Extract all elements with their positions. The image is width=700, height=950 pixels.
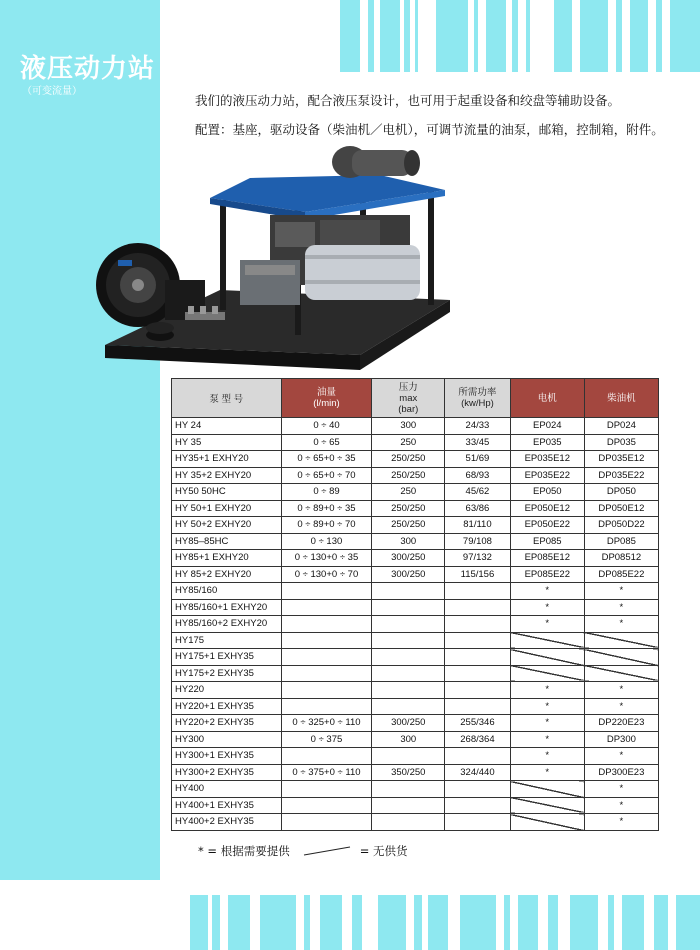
- table-cell-flow: 0 ÷ 130+0 ÷ 35: [281, 550, 372, 567]
- table-cell-motor-not-available: [510, 665, 584, 682]
- table-cell-flow: 0 ÷ 65+0 ÷ 35: [281, 451, 372, 468]
- table-cell-pressure: [372, 682, 445, 699]
- table-cell-motor-not-available: [510, 632, 584, 649]
- table-row: [172, 649, 659, 666]
- table-cell-model: HY50 50HC: [172, 484, 282, 501]
- table-cell-model: HY85–85HC: [172, 533, 282, 550]
- table-cell-diesel-not-available: [584, 649, 658, 666]
- table-cell-motor: EP050E22: [510, 517, 584, 534]
- table-cell-pressure: 250: [372, 484, 445, 501]
- table-cell-flow: [281, 748, 372, 765]
- table-cell-power: [445, 682, 511, 699]
- table-row: [172, 599, 659, 616]
- product-photo: [90, 140, 460, 375]
- table-cell-pressure: 250/250: [372, 500, 445, 517]
- table-cell-diesel: DP050D22: [584, 517, 658, 534]
- table-cell-diesel: DP035: [584, 434, 658, 451]
- table-cell-pressure: [372, 748, 445, 765]
- table-cell-flow: [281, 781, 372, 798]
- table-cell-power: [445, 748, 511, 765]
- table-cell-flow: 0 ÷ 89: [281, 484, 372, 501]
- table-cell-diesel: *: [584, 616, 658, 633]
- table-row: [172, 715, 659, 732]
- table-cell-model: HY85/160+2 EXHY20: [172, 616, 282, 633]
- table-cell-power: 268/364: [445, 731, 511, 748]
- left-band-bottom-gap: [0, 880, 160, 950]
- col-header-pressure: 压力 max (bar): [372, 379, 445, 418]
- col-header-diesel: 柴油机: [584, 379, 658, 418]
- table-cell-power: [445, 649, 511, 666]
- table-cell-flow: [281, 649, 372, 666]
- table-cell-model: HY400: [172, 781, 282, 798]
- table-cell-model: HY 85+2 EXHY20: [172, 566, 282, 583]
- table-cell-model: HY300+1 EXHY35: [172, 748, 282, 765]
- table-cell-motor: EP050E12: [510, 500, 584, 517]
- table-cell-diesel-not-available: [584, 632, 658, 649]
- table-cell-motor: *: [510, 599, 584, 616]
- table-cell-power: 324/440: [445, 764, 511, 781]
- table-cell-motor: *: [510, 715, 584, 732]
- table-cell-motor: *: [510, 583, 584, 600]
- table-cell-power: 68/93: [445, 467, 511, 484]
- table-row: [172, 748, 659, 765]
- table-cell-motor-not-available: [510, 797, 584, 814]
- table-cell-pressure: 250: [372, 434, 445, 451]
- table-cell-diesel: *: [584, 748, 658, 765]
- col-header-motor: 电机: [510, 379, 584, 418]
- table-cell-model: HY 50+2 EXHY20: [172, 517, 282, 534]
- table-cell-diesel: *: [584, 797, 658, 814]
- table-cell-pressure: 350/250: [372, 764, 445, 781]
- table-cell-motor: *: [510, 764, 584, 781]
- table-cell-motor: EP035: [510, 434, 584, 451]
- table-cell-power: 97/132: [445, 550, 511, 567]
- table-cell-diesel: DP035E12: [584, 451, 658, 468]
- table-row: [172, 616, 659, 633]
- top-stripes: [340, 0, 700, 72]
- table-cell-diesel: DP035E22: [584, 467, 658, 484]
- table-row: [172, 484, 659, 501]
- table-cell-motor: EP024: [510, 418, 584, 435]
- table-cell-power: [445, 698, 511, 715]
- table-cell-model: HY85/160+1 EXHY20: [172, 599, 282, 616]
- col-header-model: 泵 型 号: [172, 379, 282, 418]
- intro-line-1: 我们的液压动力站，配合液压泵设计，也可用于起重设备和绞盘等辅助设备。: [195, 93, 621, 108]
- table-cell-model: HY175+1 EXHY35: [172, 649, 282, 666]
- table-cell-flow: 0 ÷ 130: [281, 533, 372, 550]
- intro-text: [195, 86, 664, 144]
- table-cell-motor: EP085E12: [510, 550, 584, 567]
- table-cell-diesel: DP085E22: [584, 566, 658, 583]
- table-cell-power: [445, 665, 511, 682]
- table-cell-power: [445, 599, 511, 616]
- table-cell-pressure: [372, 649, 445, 666]
- table-cell-motor-not-available: [510, 781, 584, 798]
- col-header-flow: 油量 (l/min): [281, 379, 372, 418]
- table-cell-pressure: 300/250: [372, 715, 445, 732]
- table-cell-diesel: DP300E23: [584, 764, 658, 781]
- table-cell-model: HY175+2 EXHY35: [172, 665, 282, 682]
- table-cell-diesel: *: [584, 583, 658, 600]
- table-row: [172, 797, 659, 814]
- table-cell-motor: *: [510, 748, 584, 765]
- table-cell-model: HY35+1 EXHY20: [172, 451, 282, 468]
- table-row: [172, 566, 659, 583]
- table-cell-power: 115/156: [445, 566, 511, 583]
- table-cell-pressure: [372, 599, 445, 616]
- table-cell-model: HY220+1 EXHY35: [172, 698, 282, 715]
- table-row: [172, 451, 659, 468]
- table-cell-diesel: DP300: [584, 731, 658, 748]
- table-cell-power: 33/45: [445, 434, 511, 451]
- table-cell-diesel: *: [584, 698, 658, 715]
- table-cell-pressure: 300: [372, 418, 445, 435]
- table-cell-flow: 0 ÷ 40: [281, 418, 372, 435]
- table-cell-power: 51/69: [445, 451, 511, 468]
- table-cell-flow: 0 ÷ 65: [281, 434, 372, 451]
- table-cell-diesel: *: [584, 781, 658, 798]
- table-cell-motor: *: [510, 731, 584, 748]
- table-cell-flow: 0 ÷ 325+0 ÷ 110: [281, 715, 372, 732]
- table-cell-power: [445, 583, 511, 600]
- table-cell-power: 63/86: [445, 500, 511, 517]
- table-cell-diesel: DP050: [584, 484, 658, 501]
- table-cell-flow: [281, 632, 372, 649]
- table-cell-flow: 0 ÷ 89+0 ÷ 35: [281, 500, 372, 517]
- table-cell-pressure: 250/250: [372, 451, 445, 468]
- table-row: [172, 418, 659, 435]
- table-cell-motor: *: [510, 698, 584, 715]
- legend-slash: = 无供货: [359, 844, 408, 858]
- table-cell-diesel: DP220E23: [584, 715, 658, 732]
- table-cell-flow: [281, 665, 372, 682]
- table-cell-pressure: 300/250: [372, 550, 445, 567]
- table-cell-pressure: [372, 632, 445, 649]
- table-cell-flow: 0 ÷ 89+0 ÷ 70: [281, 517, 372, 534]
- table-cell-model: HY 24: [172, 418, 282, 435]
- table-row: [172, 665, 659, 682]
- table-cell-diesel-not-available: [584, 665, 658, 682]
- table-row: [172, 467, 659, 484]
- table-cell-model: HY300+2 EXHY35: [172, 764, 282, 781]
- table-cell-diesel: *: [584, 814, 658, 831]
- table-cell-model: HY 35+2 EXHY20: [172, 467, 282, 484]
- table-cell-flow: 0 ÷ 130+0 ÷ 70: [281, 566, 372, 583]
- table-cell-flow: [281, 583, 372, 600]
- table-cell-power: [445, 797, 511, 814]
- table-row: [172, 698, 659, 715]
- table-cell-pressure: [372, 698, 445, 715]
- table-cell-power: 81/110: [445, 517, 511, 534]
- table-cell-motor-not-available: [510, 649, 584, 666]
- table-cell-diesel: *: [584, 682, 658, 699]
- table-cell-motor: EP035E22: [510, 467, 584, 484]
- table-row: [172, 764, 659, 781]
- table-cell-power: 79/108: [445, 533, 511, 550]
- table-row: [172, 814, 659, 831]
- table-cell-motor: *: [510, 682, 584, 699]
- table-cell-flow: 0 ÷ 375+0 ÷ 110: [281, 764, 372, 781]
- table-row: [172, 632, 659, 649]
- table-cell-motor-not-available: [510, 814, 584, 831]
- table-cell-motor: EP085: [510, 533, 584, 550]
- table-cell-model: HY220+2 EXHY35: [172, 715, 282, 732]
- table-cell-flow: [281, 814, 372, 831]
- table-cell-power: [445, 814, 511, 831]
- table-row: [172, 731, 659, 748]
- table-row: [172, 434, 659, 451]
- table-cell-diesel: DP024: [584, 418, 658, 435]
- table-cell-model: HY400+2 EXHY35: [172, 814, 282, 831]
- table-cell-power: [445, 781, 511, 798]
- table-cell-flow: [281, 599, 372, 616]
- table-cell-power: 45/62: [445, 484, 511, 501]
- table-cell-model: HY85/160: [172, 583, 282, 600]
- table-cell-pressure: 250/250: [372, 467, 445, 484]
- table-cell-diesel: DP050E12: [584, 500, 658, 517]
- intro-line-2: 配置：基座，驱动设备（柴油机／电机），可调节流量的油泵，邮箱，控制箱，附件。: [195, 122, 664, 137]
- table-cell-power: [445, 632, 511, 649]
- table-cell-motor: EP085E22: [510, 566, 584, 583]
- table-cell-motor: EP035E12: [510, 451, 584, 468]
- table-cell-model: HY85+1 EXHY20: [172, 550, 282, 567]
- table-cell-power: 255/346: [445, 715, 511, 732]
- table-header-row: [172, 379, 659, 418]
- slash-symbol-icon: [302, 845, 352, 857]
- table-row: [172, 682, 659, 699]
- table-cell-model: HY300: [172, 731, 282, 748]
- table-row: [172, 533, 659, 550]
- table-legend: [198, 843, 408, 859]
- table-cell-diesel: DP08512: [584, 550, 658, 567]
- table-cell-model: HY400+1 EXHY35: [172, 797, 282, 814]
- table-cell-pressure: 300: [372, 533, 445, 550]
- table-cell-pressure: 300: [372, 731, 445, 748]
- bottom-stripes: [160, 895, 700, 950]
- table-row: [172, 517, 659, 534]
- table-cell-flow: 0 ÷ 375: [281, 731, 372, 748]
- table-cell-motor: EP050: [510, 484, 584, 501]
- table-cell-model: HY 35: [172, 434, 282, 451]
- legend-star: * = 根据需要提供: [198, 844, 290, 858]
- col-header-power: 所需功率 (kw/Hp): [445, 379, 511, 418]
- table-cell-flow: [281, 698, 372, 715]
- table-cell-flow: [281, 616, 372, 633]
- table-cell-pressure: [372, 814, 445, 831]
- page-subtitle: （可变流量）: [22, 86, 82, 97]
- table-row: [172, 781, 659, 798]
- table-cell-flow: 0 ÷ 65+0 ÷ 70: [281, 467, 372, 484]
- table-cell-power: [445, 616, 511, 633]
- table-cell-pressure: [372, 797, 445, 814]
- table-cell-flow: [281, 682, 372, 699]
- page-title: 液压动力站: [20, 54, 156, 84]
- table-cell-pressure: 300/250: [372, 566, 445, 583]
- spec-table: [171, 378, 659, 831]
- table-row: [172, 500, 659, 517]
- table-cell-flow: [281, 797, 372, 814]
- table-cell-model: HY 50+1 EXHY20: [172, 500, 282, 517]
- table-row: [172, 550, 659, 567]
- table-cell-diesel: *: [584, 599, 658, 616]
- table-cell-pressure: [372, 583, 445, 600]
- table-cell-pressure: 250/250: [372, 517, 445, 534]
- table-cell-pressure: [372, 616, 445, 633]
- table-cell-diesel: DP085: [584, 533, 658, 550]
- table-cell-pressure: [372, 781, 445, 798]
- table-cell-power: 24/33: [445, 418, 511, 435]
- table-cell-motor: *: [510, 616, 584, 633]
- table-row: [172, 583, 659, 600]
- table-cell-model: HY220: [172, 682, 282, 699]
- table-cell-model: HY175: [172, 632, 282, 649]
- table-cell-pressure: [372, 665, 445, 682]
